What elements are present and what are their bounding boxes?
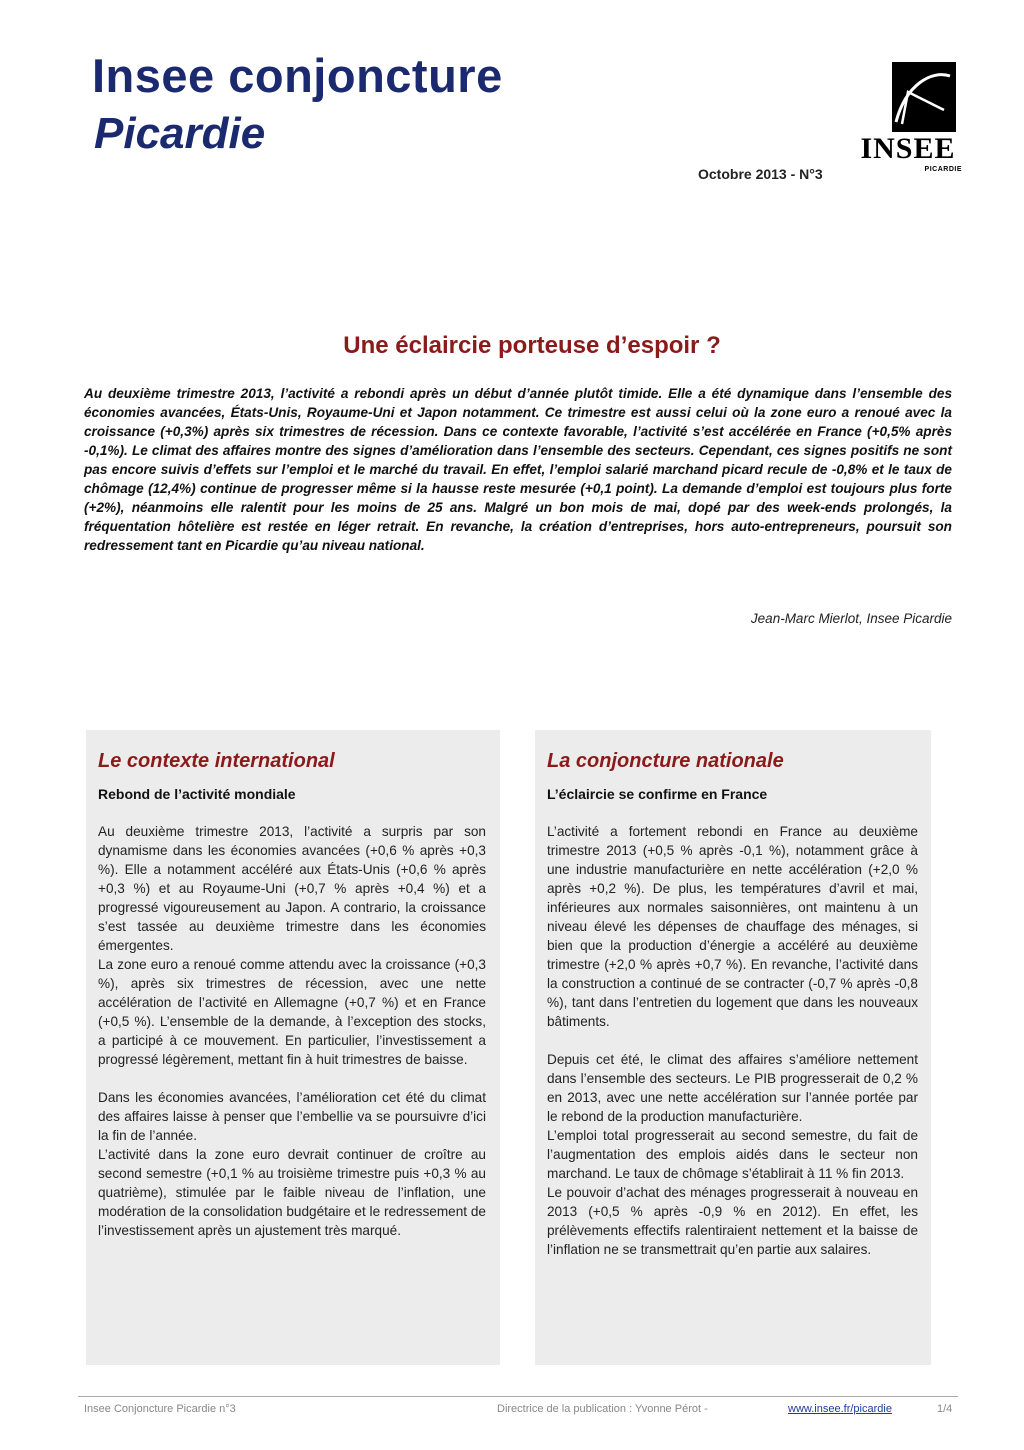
- insee-logo: [856, 60, 962, 180]
- paragraph: La zone euro a renoué comme attendu avec la croissance (+0,3 %), après six trimestres de récession, avec une nette accélération de l’activité en Allemagne (+0,7 %) et en France (+0,5 %). L’ensemble de la demande, à l’exception des stocks, a participé à ce mouvement. En particulier, l’investissement a progressé légèrement, mettant fin à huit trimestres de baisse.: [98, 957, 486, 1067]
- international-context-box: [86, 730, 500, 1365]
- author-signature: Jean-Marc Mierlot, Insee Picardie: [750, 611, 952, 626]
- box-title: Le contexte international: [98, 750, 335, 772]
- box-subtitle: L’éclaircie se confirme en France: [547, 786, 768, 802]
- publication-region: Picardie: [94, 109, 266, 158]
- paragraph: L’activité dans la zone euro devrait continuer de croître au second semestre (+0,1 % au troisième trimestre puis +0,3 % au quatrième), stimulée par le faible niveau de l’inflation, une modération de la consolidation budgétaire et le redressement de l’investissement après un ajustement très marqué.: [98, 1147, 486, 1238]
- issue-date: Octobre 2013 - N°3: [698, 166, 823, 182]
- box-subtitle: Rebond de l’activité mondiale: [98, 786, 296, 802]
- box-body: [98, 822, 486, 1240]
- footer-director: Directrice de la publication : Yvonne Pérot -: [497, 1403, 708, 1415]
- paragraph: Le pouvoir d’achat des ménages progresserait à nouveau en 2013 (+0,5 % après -0,9 % en 2012). En effet, les prélèvements effectifs ralentiraient nettement et la baisse de l’inflation ne se transmettrait qu’en partie aux salaires.: [547, 1185, 918, 1257]
- page-number: 1/4: [937, 1403, 953, 1415]
- footer-divider: [78, 1396, 958, 1397]
- box-title: La conjoncture nationale: [547, 750, 784, 772]
- logo-text: INSEE: [860, 132, 956, 165]
- logo-subtext: PICARDIE: [924, 166, 962, 173]
- footer-website-link[interactable]: www.insee.fr/picardie: [788, 1403, 892, 1415]
- paragraph: Au deuxième trimestre 2013, l’activité a surpris par son dynamisme dans les économies avancées (+0,6 % après +0,3 %). Elle a notamment accéléré aux États-Unis (+0,6 % après +0,3 %) et au Royaume-Uni (+0,7 % après +0,4 %) et a progressé vigoureusement au Japon. A contrario, la croissance s’est tassée au deuxième trimestre dans les économies émergentes.: [98, 824, 486, 953]
- paragraph: L’emploi total progresserait au second semestre, du fait de l’augmentation des emplois aidés dans le secteur non marchand. Le taux de chômage s’établirait à 11 % fin 2013.: [547, 1128, 918, 1181]
- paragraph: Depuis cet été, le climat des affaires s’améliore nettement dans l’ensemble des secteurs. Le PIB progresserait de 0,2 % en 2013, avec une nette accélération sur l’année portée par le rebond de la production manufacturière.: [547, 1052, 918, 1124]
- intro-paragraph: Au deuxième trimestre 2013, l’activité a rebondi après un début d’année plutôt timide. Elle a été dynamique dans l’ensemble des économies avancées, États-Unis, Royaume-Uni et Japon notamment. Ce trimestre est aussi celui où la zone euro a renoué avec la croissance (+0,3%) après six trimestres de récession. Dans ce contexte favorable, l’activité s’est accélérée en France (+0,5% après -0,1%). Le climat des affaires montre des signes d’amélioration dans l’ensemble des secteurs. Cependant, ces signes positifs ne sont pas encore suivis d’effets sur l’emploi et le marché du travail. En effet, l’emploi salarié marchand picard recule de -0,8% et le taux de chômage (12,4%) continue de progresser même si la hausse reste mesurée (+0,1 point). La demande d’emploi est toujours plus forte (+2%), néanmoins elle ralentit pour les moins de 25 ans. Malgré un bon mois de mai, dopé par des week-ends prolongés, la fréquentation hôtelière est restée en léger retrait. En revanche, la création d’entreprises, hors auto-entrepreneurs, poursuit son redressement tant en Picardie qu’au niveau national.: [84, 386, 952, 553]
- logo-mark-icon: [892, 62, 956, 132]
- national-context-box: [535, 730, 931, 1365]
- paragraph: Dans les économies avancées, l’amélioration cet été du climat des affaires laisse à penser que l’embellie va se poursuivre d’ici la fin de l’année.: [98, 1090, 486, 1143]
- box-body: [547, 822, 918, 1259]
- paragraph: L’activité a fortement rebondi en France au deuxième trimestre 2013 (+0,5 % après -0,1 %), notamment grâce à une industrie manufacturière en nette accélération (+2,0 % après +0,2 %). De plus, les températures d’avril et mai, inférieures aux normales saisonnières, ont maintenu à un niveau élevé les dépenses de chauffage des ménages, si bien que la production d’énergie a accéléré au deuxième trimestre (+2,0 % après +0,7 %). En revanche, l’activité dans la construction a continué de se contracter (-0,7 % après -0,8 %), tant dans l’entretien du logement que dans les nouveaux bâtiments.: [547, 824, 918, 1029]
- publication-title: Insee conjoncture: [92, 49, 503, 102]
- headline: Une éclaircie porteuse d’espoir ?: [343, 332, 721, 359]
- footer-publication: Insee Conjoncture Picardie n°3: [84, 1403, 236, 1415]
